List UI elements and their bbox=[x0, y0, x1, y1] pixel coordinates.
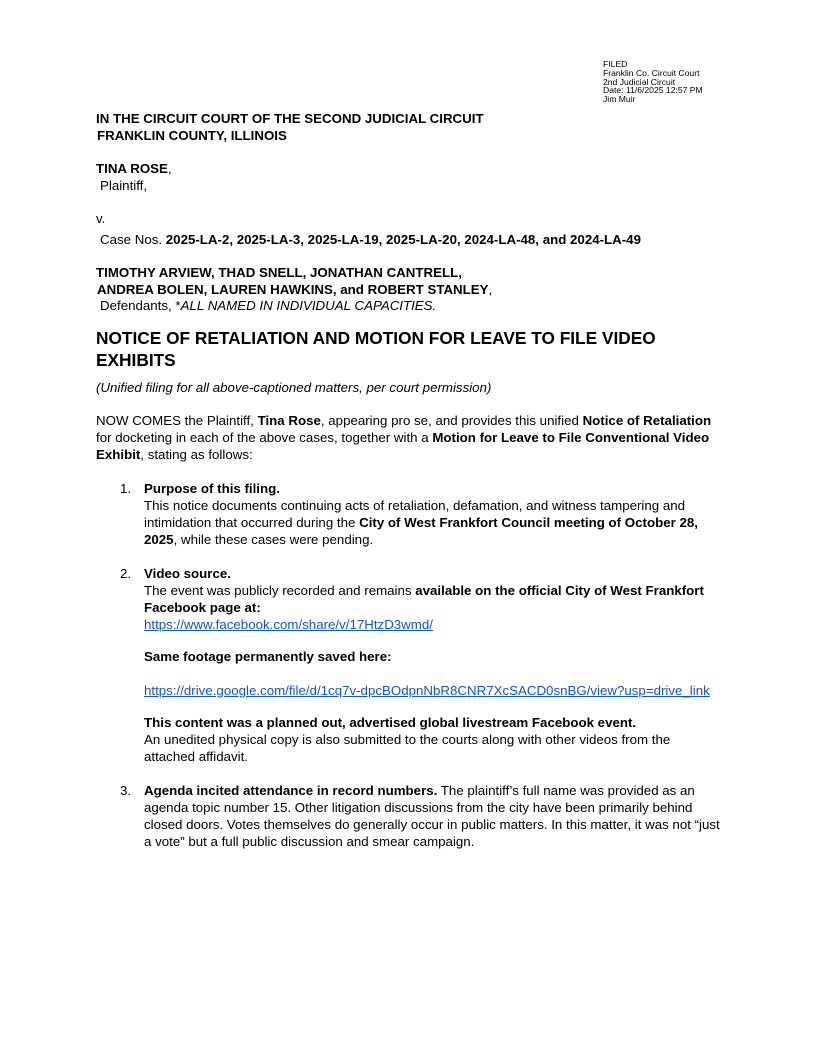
item-bold-text: City of West Frankfort Council meeting of October 28, 2025 bbox=[144, 515, 698, 547]
plaintiff-comma: , bbox=[167, 161, 172, 176]
plaintiff-name: TINA ROSE bbox=[96, 161, 168, 176]
case-prefix: Case Nos. bbox=[100, 231, 166, 247]
defendants-block bbox=[96, 265, 724, 315]
plaintiff-role: Plaintiff, bbox=[100, 177, 148, 193]
document-body bbox=[96, 111, 724, 850]
defendants-line2: ANDREA BOLEN, LAUREN HAWKINS, and ROBERT STANLEY bbox=[97, 281, 489, 297]
item-text: The event was publicly recorded and remains bbox=[144, 583, 416, 598]
item-text: This notice documents continuing acts of retaliation, defamation, and witness tampering and intimidation that occurred during the bbox=[144, 498, 686, 530]
subtitle: (Unified filing for all above-captioned matters, per court permission) bbox=[96, 379, 492, 395]
numbered-list bbox=[96, 480, 724, 850]
case-numbers-line bbox=[96, 232, 724, 249]
item-heading: Video source. bbox=[144, 566, 231, 581]
item-bold-text: available on the official City of West Frankfort Facebook page at: bbox=[144, 583, 704, 615]
item-number: 3. bbox=[120, 783, 132, 798]
item-text: , while these cases were pending. bbox=[173, 532, 374, 547]
defendants-line1: TIMOTHY ARVIEW, THAD SNELL, JONATHAN CANTRELL, bbox=[96, 265, 462, 280]
item-text: The plaintiff’s full name was provided as an agenda topic number 15. Other litigation discussions from the city have been primarily behind closed doors. Votes themselves do generally occur in public matters. In this matter, it was not “just a vote” but a full public discussion and smear campaign. bbox=[144, 783, 720, 849]
item-number: 2. bbox=[120, 566, 132, 581]
item-number: 1. bbox=[120, 481, 132, 496]
case-numbers: 2025-LA-2, 2025-LA-3, 2025-LA-19, 2025-LA-20, 2024-LA-48, and 2024-LA-49 bbox=[165, 231, 641, 247]
list-item bbox=[96, 565, 724, 765]
intro-paragraph bbox=[96, 412, 724, 463]
page-title: NOTICE OF RETALIATION AND MOTION FOR LEAVE TO FILE VIDEO EXHIBITS bbox=[96, 327, 656, 370]
court-county: FRANKLIN COUNTY, ILLINOIS bbox=[97, 127, 287, 143]
plaintiff-block bbox=[96, 161, 724, 194]
stamp-court: Franklin Co. Circuit Court bbox=[603, 67, 700, 78]
defendants-note: ALL NAMED IN INDIVIDUAL CAPACITIES. bbox=[180, 298, 437, 313]
list-item bbox=[96, 782, 724, 850]
intro-notice: Notice of Retaliation bbox=[582, 413, 712, 428]
stamp-date: Date: 11/6/2025 12:57 PM bbox=[603, 85, 703, 96]
defendants-role: Defendants, * bbox=[100, 298, 181, 313]
google-drive-link[interactable]: https://drive.google.com/file/d/1cq7v-dpcBOdpnNbR8CNR7XcSACD0snBG/view?usp=drive_link bbox=[144, 683, 710, 698]
facebook-video-link[interactable]: https://www.facebook.com/share/v/17HtzD3wmd/ bbox=[144, 617, 433, 632]
intro-text-1: NOW COMES the Plaintiff, bbox=[96, 413, 258, 428]
intro-motion: Motion for Leave to File Conventional Video Exhibit bbox=[96, 430, 710, 462]
item-heading: Agenda incited attendance in record numbers. bbox=[144, 783, 438, 798]
list-item bbox=[96, 480, 724, 548]
stamp-filed: FILED bbox=[603, 59, 628, 69]
versus-block bbox=[96, 211, 724, 248]
filing-stamp bbox=[603, 60, 703, 104]
defendants-comma: , bbox=[488, 281, 493, 297]
stamp-clerk: Jim Muir bbox=[603, 94, 636, 105]
versus: v. bbox=[96, 211, 106, 226]
intro-plaintiff: Tina Rose bbox=[257, 413, 321, 428]
saved-footage-heading: Same footage permanently saved here: bbox=[144, 649, 392, 664]
item-heading: Purpose of this filing. bbox=[144, 481, 280, 496]
court-name: IN THE CIRCUIT COURT OF THE SECOND JUDICIAL CIRCUIT bbox=[96, 111, 484, 126]
livestream-statement: This content was a planned out, advertised global livestream Facebook event. bbox=[144, 715, 637, 730]
stamp-circuit: 2nd Judicial Circuit bbox=[603, 76, 676, 87]
intro-text-2: , appearing pro se, and provides this unified bbox=[320, 413, 583, 428]
intro-text-3: for docketing in each of the above cases, together with a bbox=[96, 430, 433, 445]
physical-copy-text: An unedited physical copy is also submitted to the courts along with other videos from the attached affidavit. bbox=[144, 732, 671, 764]
intro-text-4: , stating as follows: bbox=[140, 447, 253, 462]
